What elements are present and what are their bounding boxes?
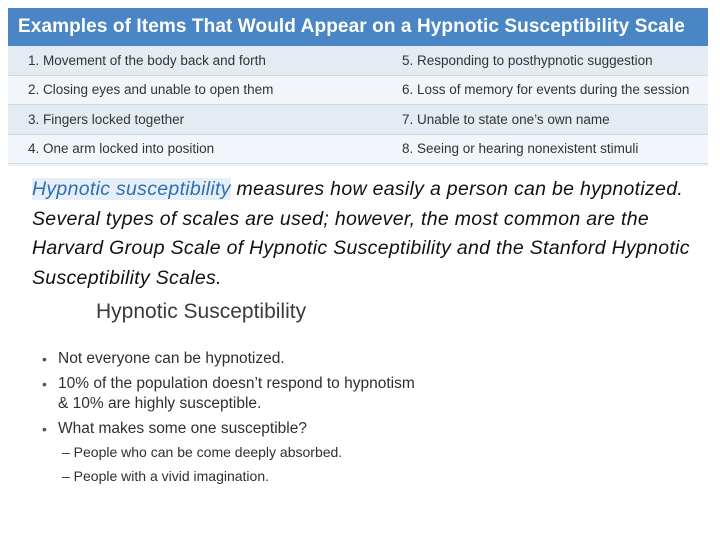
table-cell-item-4: 4. One arm locked into position [28, 141, 215, 157]
table-cell-item-7: 7. Unable to state one’s own name [402, 111, 610, 127]
table-cell-item-6: 6. Loss of memory for events during the session [402, 82, 690, 98]
table-cell-item-2: 2. Closing eyes and unable to open them [28, 82, 274, 98]
table-row [8, 105, 708, 135]
slide-image [30, 295, 430, 505]
slide-title: Hypnotic Susceptibility [96, 300, 307, 323]
table-cell-item-8: 8. Seeing or hearing nonexistent stimuli [402, 141, 639, 157]
sub-bullet-list [58, 443, 422, 486]
table-row [8, 135, 708, 165]
table-body [8, 46, 708, 164]
bullet-item: • Not everyone can be hypnotized. [42, 349, 422, 369]
sub-bullet-item: – People who can be come deeply absorbed. [62, 444, 343, 460]
bullet-item [42, 419, 422, 486]
bullet-item-text: What makes some one susceptible? [58, 420, 307, 437]
sub-bullet-item: – People with a vivid imagination. [62, 468, 270, 484]
table-title: Examples of Items That Would Appear on a Hypnotic Susceptibility Scale [8, 8, 708, 46]
highlighted-term[interactable]: Hypnotic susceptibility [32, 178, 231, 200]
table-cell-item-5: 5. Responding to posthypnotic suggestion [402, 52, 653, 68]
definition-text: measures how easily a person can be hypnotized. Several types of scales are used; however, the most common are the Harvard Group Scale of Hypnotic Susceptibility and the Stanford Hypnotic Susceptibility Scales. [32, 178, 690, 289]
table-cell-item-1: 1. Movement of the body back and forth [28, 52, 266, 68]
table-row [8, 76, 708, 106]
bullet-item: • 10% of the population doesn’t respond to hypnotism & 10% are highly susceptible. [42, 374, 422, 414]
susceptibility-items-table [8, 8, 708, 166]
definition-paragraph [32, 175, 702, 293]
table-row [8, 46, 708, 76]
slide-bullet-list [42, 349, 422, 491]
table-cell-item-3: 3. Fingers locked together [28, 111, 185, 127]
